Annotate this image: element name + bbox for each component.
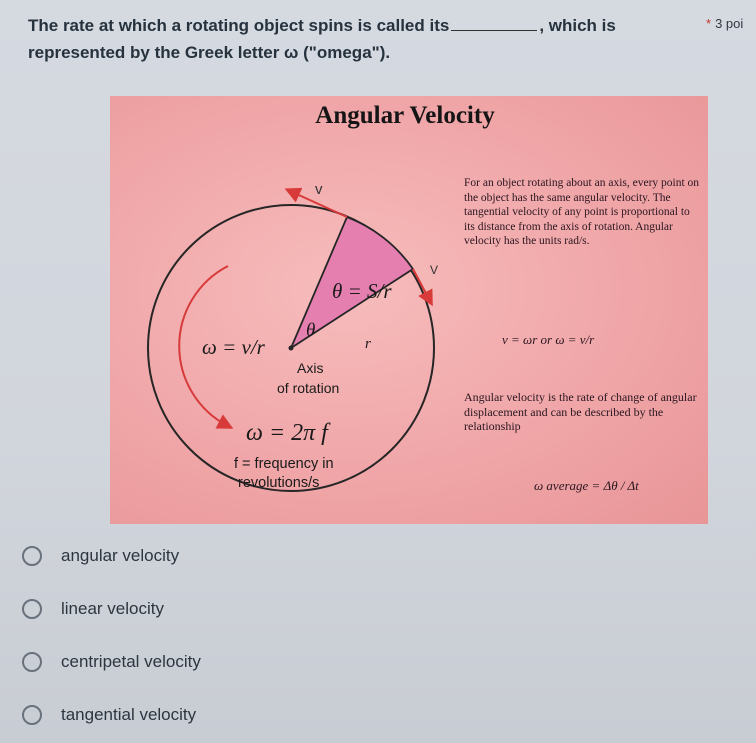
option-label: linear velocity [61,599,164,618]
option-linear-velocity[interactable] [22,593,164,625]
label-r: r [365,336,371,352]
formula-v-omega-r: v = ωr or ω = v/r [502,332,595,347]
radio-button[interactable] [22,546,42,566]
formula-omega-average: ω average = Δθ / Δt [534,478,639,493]
option-label: angular velocity [61,546,180,565]
required-mark: * [706,16,712,31]
option-angular-velocity[interactable] [22,540,179,572]
label-of-rotation: of rotation [277,380,340,396]
rotation-diagram [110,96,708,524]
points-label [706,16,743,31]
description-paragraph-1: For an object rotating about an axis, every point on the object has the same angular velocity. The tangential velocity of any point is proportional to its distance from the axis of rotation. Angular velocity has the units rad/s. [464,177,700,247]
question-text-after: , which is represented by the Greek letter ω ("omega"). [28,16,616,62]
description-paragraph-2: Angular velocity is the rate of change of angular displacement and can be described by the relationship [464,390,697,433]
label-theta-eq: θ = S/r [332,279,392,303]
label-v-top: v [315,181,323,198]
axis-point [289,346,294,351]
option-tangential-velocity[interactable] [22,699,196,731]
label-omega-v-r: ω = v/r [202,335,265,359]
answer-blank [451,14,537,31]
question-text [28,12,688,66]
option-label: tangential velocity [61,705,197,724]
radio-button[interactable] [22,599,42,619]
label-v-right: V [430,263,439,277]
option-centripetal-velocity[interactable] [22,646,201,678]
label-theta: θ [306,320,316,341]
question-text-before: The rate at which a rotating object spins is called its [28,16,450,35]
label-omega-2pif: ω = 2π f [246,420,328,446]
points-value: 3 poi [715,16,744,31]
label-revolutions: revolutions/s [238,475,320,491]
angular-velocity-figure [110,96,708,524]
label-frequency: f = frequency in [234,456,334,472]
option-label: centripetal velocity [61,652,201,671]
radio-button[interactable] [22,652,42,672]
figure-title: Angular Velocity [315,102,495,129]
radio-button[interactable] [22,705,42,725]
label-axis: Axis [297,360,324,376]
velocity-arrow-right [413,269,430,301]
